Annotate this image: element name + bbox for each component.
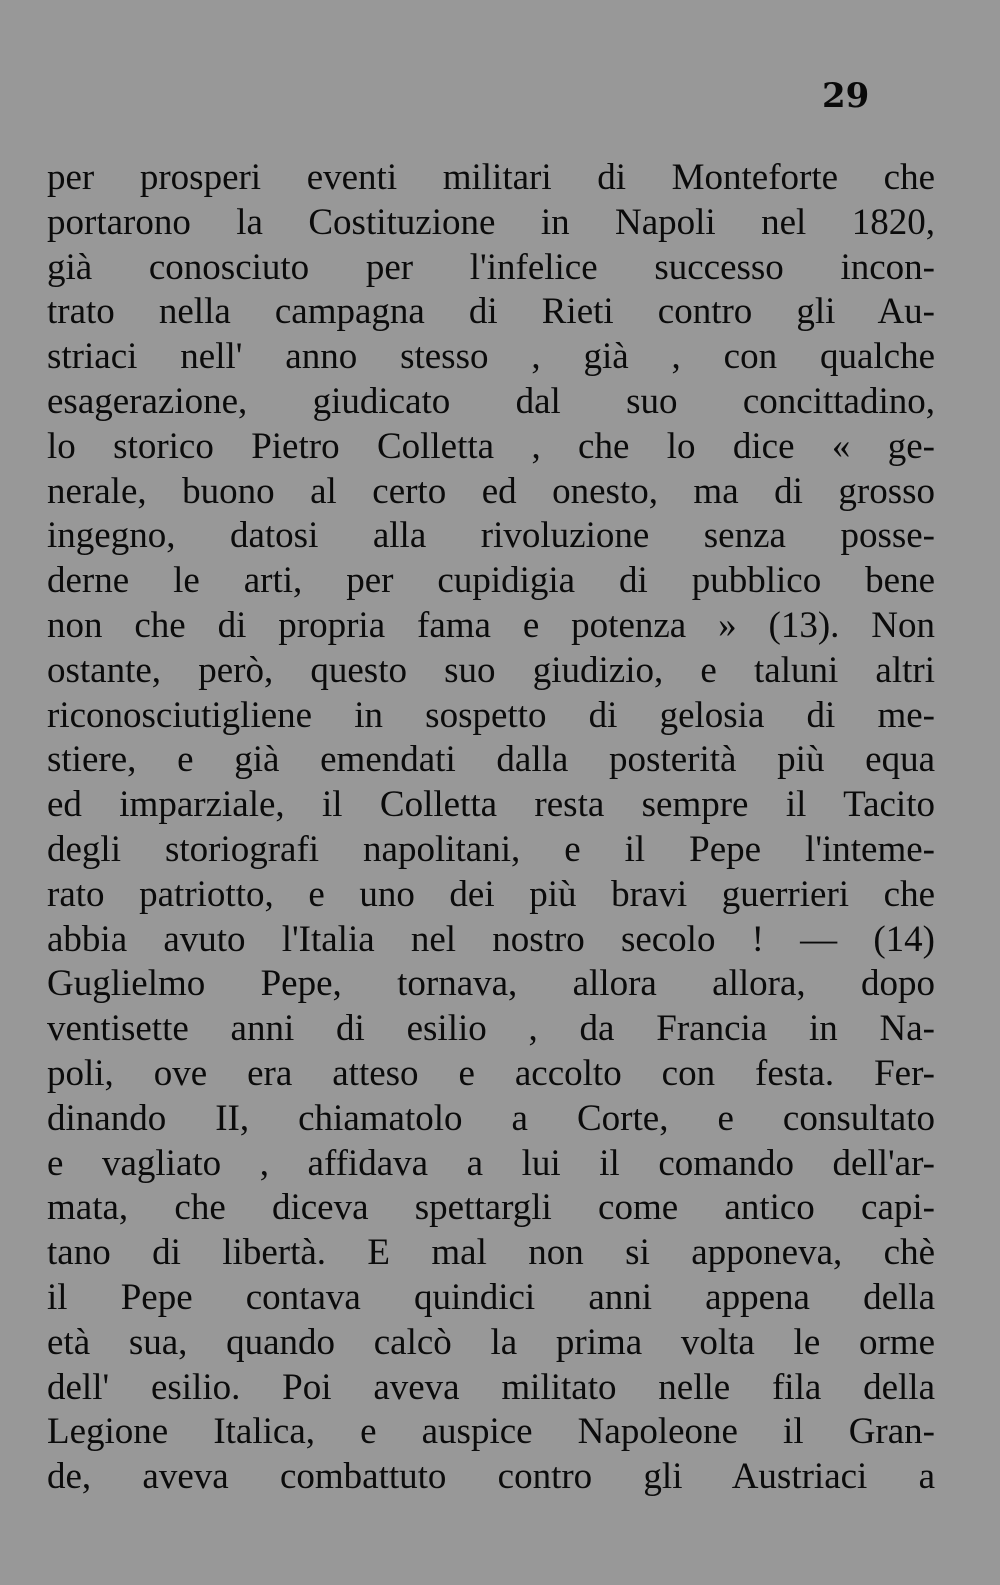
text-line: Guglielmo Pepe, tornava, allora allora, dopo — [47, 963, 935, 1005]
text-line: già conosciuto per l'infelice successo incon- — [47, 246, 935, 288]
text-line: riconosciutigliene in sospetto di gelosia di me- — [47, 694, 935, 736]
text-line: degli storiografi napolitani, e il Pepe l'inteme- — [47, 828, 935, 870]
text-line: ingegno, datosi alla rivoluzione senza posse- — [47, 515, 935, 557]
text-line: nerale, buono al certo ed onesto, ma di grosso — [47, 470, 935, 512]
text-line: dinando II, chiamatolo a Corte, e consultato — [47, 1097, 935, 1139]
text-line: il Pepe contava quindici anni appena della — [47, 1276, 935, 1318]
text-line: età sua, quando calcò la prima volta le orme — [47, 1321, 935, 1363]
text-line: abbia avuto l'Italia nel nostro secolo ! — (14) — [47, 918, 935, 960]
body-text — [47, 156, 935, 1500]
text-line: striaci nell' anno stesso , già , con qualche — [47, 336, 935, 378]
text-line: poli, ove era atteso e accolto con festa. Fer- — [47, 1052, 935, 1094]
text-line: tano di libertà. E mal non si apponeva, chè — [47, 1232, 935, 1274]
text-line: ventisette anni di esilio , da Francia in Na- — [47, 1008, 935, 1050]
text-line: de, aveva combattuto contro gli Austriaci a — [47, 1456, 935, 1498]
text-line: Legione Italica, e auspice Napoleone il Gran- — [47, 1411, 935, 1453]
text-line: esagerazione, giudicato dal suo concittadino, — [47, 380, 935, 422]
text-line: derne le arti, per cupidigia di pubblico bene — [47, 560, 935, 602]
text-line: lo storico Pietro Colletta , che lo dice « ge- — [47, 425, 935, 467]
text-line: mata, che diceva spettargli come antico capi- — [47, 1187, 935, 1229]
text-line: per prosperi eventi militari di Monteforte che — [47, 157, 935, 198]
text-line: e vagliato , affidava a lui il comando dell'ar- — [47, 1142, 935, 1184]
text-line: stiere, e già emendati dalla posterità più equa — [47, 739, 935, 781]
text-line: ed imparziale, il Colletta resta sempre il Tacito — [47, 784, 935, 826]
page-number: 29 — [822, 76, 870, 116]
text-line: dell' esilio. Poi aveva militato nelle fila della — [47, 1366, 935, 1408]
text-line: rato patriotto, e uno dei più bravi guerrieri che — [47, 873, 935, 915]
text-line: portarono la Costituzione in Napoli nel 1820, — [47, 201, 935, 243]
text-line: ostante, però, questo suo giudizio, e taluni altri — [47, 649, 935, 691]
text-line: non che di propria fama e potenza » (13). Non — [47, 604, 935, 646]
text-line: trato nella campagna di Rieti contro gli Au- — [47, 291, 935, 333]
